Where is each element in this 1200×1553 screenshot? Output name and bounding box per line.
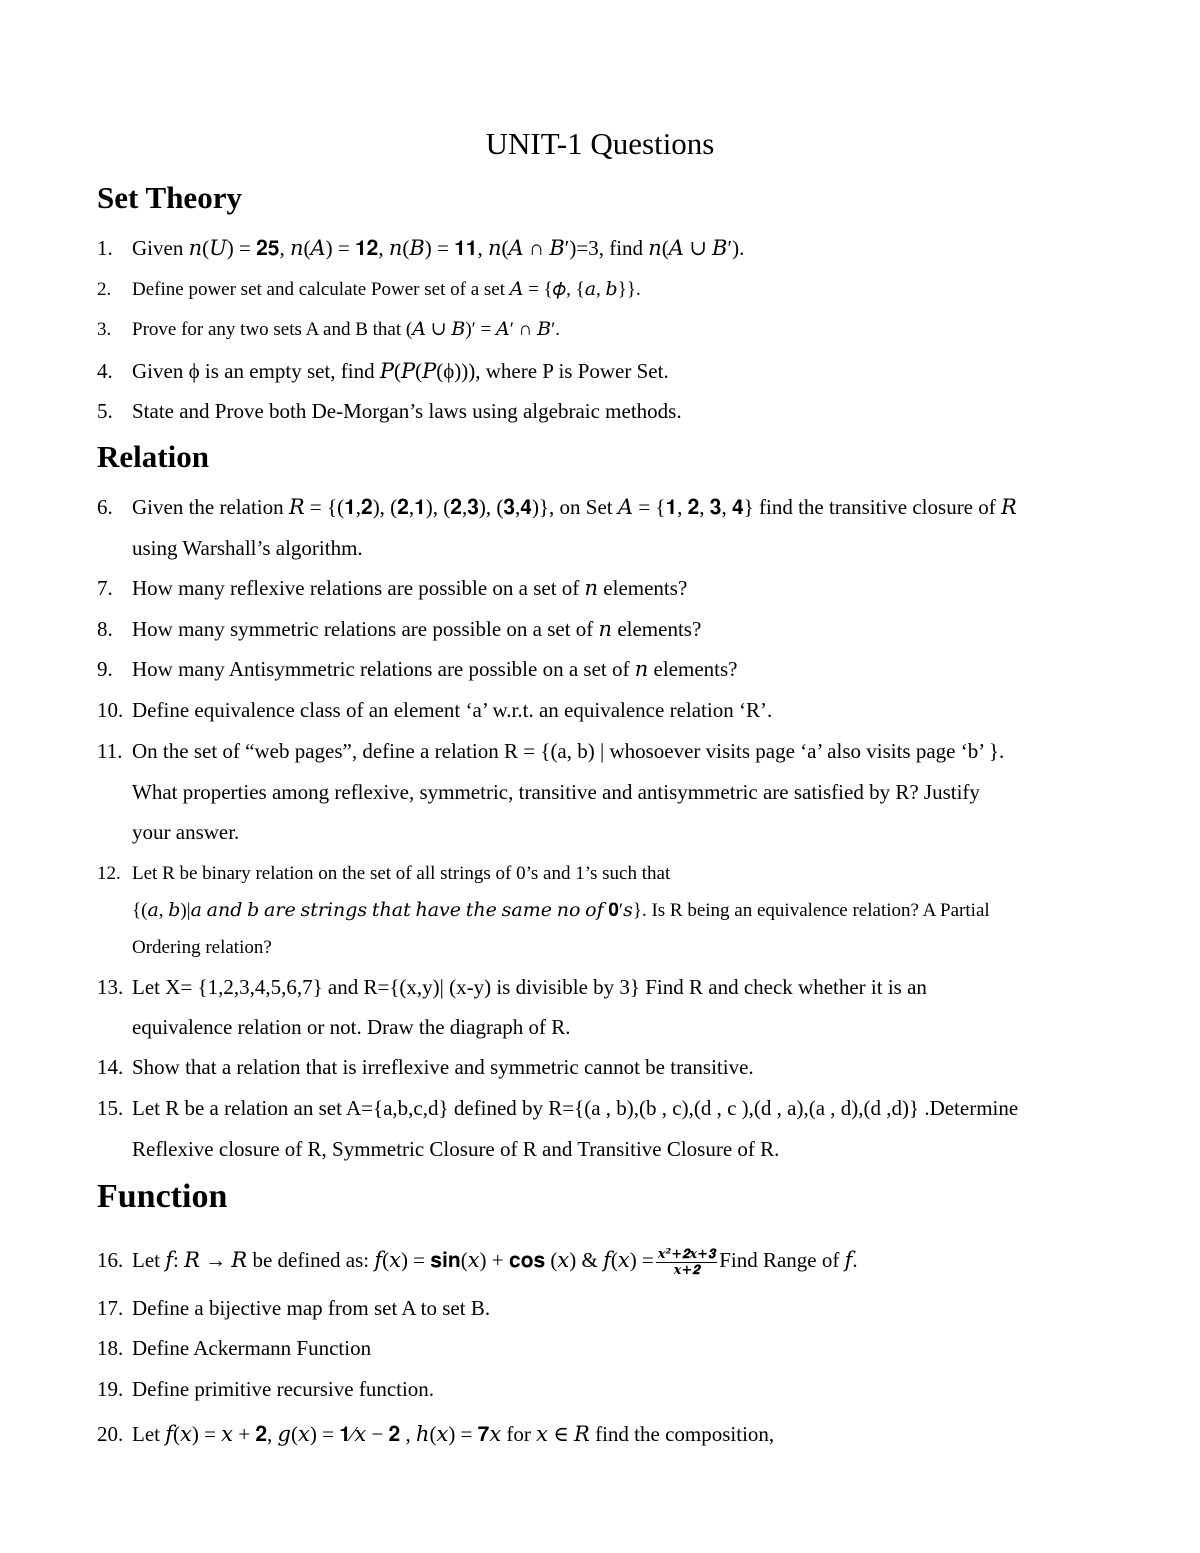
question-20 [97, 1420, 1157, 1448]
section-heading-relation: Relation [97, 439, 209, 474]
question-text-suffix: Find Range of 𝑓. [719, 1248, 858, 1272]
question-number: 16. [97, 1248, 124, 1272]
question-text: How many Antisymmetric relations are possible on a set of 𝑛 elements? [132, 657, 738, 681]
question-number: 13. [97, 975, 124, 999]
question-number: 2. [97, 279, 112, 300]
question-number: 3. [97, 319, 112, 340]
question-11-continuation: What properties among reflexive, symmetric, transitive and antisymmetric are satisfied by R? Justify [132, 780, 980, 804]
question-number: 4. [97, 359, 113, 383]
question-19 [97, 1375, 1157, 1403]
question-18 [97, 1334, 1157, 1362]
question-1 [97, 234, 1157, 262]
question-16 [97, 1246, 1157, 1278]
question-text: Given 𝑛(𝑈) = 𝟐𝟓, 𝑛(𝐴) = 𝟏𝟐, 𝑛(𝐵) = 𝟏𝟏, 𝑛(𝐴 ∩ 𝐵′)=3, find 𝑛(𝐴 ∪ 𝐵′). [132, 236, 745, 260]
question-13-continuation: equivalence relation or not. Draw the diagraph of R. [132, 1015, 571, 1039]
question-6 [97, 493, 1157, 521]
question-2 [97, 276, 1157, 304]
question-text: How many symmetric relations are possible on a set of 𝑛 elements? [132, 617, 702, 641]
section-heading-function: Function [97, 1178, 228, 1215]
question-number: 19. [97, 1377, 124, 1401]
question-text: Prove for any two sets A and B that (𝐴 ∪ 𝐵)′ = 𝐴′ ∩ 𝐵′. [132, 319, 560, 340]
question-text: On the set of “web pages”, define a relation R = {(a, b) | whosoever visits page ‘a’ also visits page ‘b’ }. [132, 739, 1005, 763]
question-number: 10. [97, 698, 124, 722]
question-number: 9. [97, 657, 113, 681]
question-12-continuation: {(𝑎, 𝑏)|𝑎 𝑎𝑛𝑑 𝑏 𝑎𝑟𝑒 𝑠𝑡𝑟𝑖𝑛𝑔𝑠 𝑡ℎ𝑎𝑡 ℎ𝑎𝑣𝑒 𝑡ℎ𝑒 𝑠𝑎𝑚𝑒 𝑛𝑜 𝑜𝑓 𝟎′𝑠}. Is R being an equivalence relation? A Partial [132, 900, 990, 921]
question-number: 18. [97, 1336, 124, 1360]
question-9 [97, 655, 1157, 683]
question-text: Define power set and calculate Power set of a set 𝐴 = {𝜙, {𝑎, 𝑏}}. [132, 279, 641, 300]
question-5 [97, 397, 1157, 425]
fraction [656, 1247, 717, 1278]
question-number: 7. [97, 576, 113, 600]
question-13 [97, 973, 1157, 1001]
question-text: How many reflexive relations are possible on a set of 𝑛 elements? [132, 576, 688, 600]
question-text: Define a bijective map from set A to set B. [132, 1296, 491, 1320]
question-15-continuation: Reflexive closure of R, Symmetric Closure of R and Transitive Closure of R. [132, 1137, 780, 1161]
question-number: 15. [97, 1096, 124, 1120]
question-8 [97, 615, 1157, 643]
question-12-continuation: Ordering relation? [132, 937, 272, 958]
question-number: 20. [97, 1422, 124, 1446]
question-text: Let 𝑓(𝑥) = 𝑥 + 𝟐, 𝑔(𝑥) = 𝟏⁄𝑥 − 𝟐 , ℎ(𝑥) = 𝟕𝑥 for 𝑥 ∈ 𝑅 find the composition, [132, 1422, 775, 1446]
question-11-continuation: your answer. [132, 820, 240, 844]
section-heading-set-theory: Set Theory [97, 180, 242, 215]
question-text: Let 𝑓: 𝑅 → 𝑅 be defined as: 𝑓(𝑥) = 𝐬𝐢𝐧(𝑥) + 𝐜𝐨𝐬 (𝑥) & 𝑓(𝑥) = [132, 1248, 654, 1272]
question-number: 12. [97, 863, 121, 884]
question-number: 8. [97, 617, 113, 641]
question-11 [97, 737, 1157, 765]
question-number: 17. [97, 1296, 124, 1320]
question-text: Define primitive recursive function. [132, 1377, 435, 1401]
question-10 [97, 696, 1157, 724]
question-number: 6. [97, 495, 113, 519]
question-15 [97, 1094, 1157, 1122]
question-text: Given ϕ is an empty set, find 𝑃(𝑃(𝑃(ϕ))), where P is Power Set. [132, 359, 669, 383]
question-number: 1. [97, 236, 113, 260]
fraction-denominator: 𝒙+𝟐 [673, 1262, 700, 1278]
question-number: 5. [97, 399, 113, 423]
question-7 [97, 574, 1157, 602]
question-14 [97, 1053, 1157, 1081]
question-4 [97, 357, 1157, 385]
question-number: 11. [97, 739, 123, 763]
page-title: UNIT-1 Questions [485, 126, 715, 161]
question-text: Define Ackermann Function [132, 1336, 372, 1360]
question-12 [97, 860, 1157, 888]
question-text: Let X= {1,2,3,4,5,6,7} and R={(x,y)| (x-y) is divisible by 3} Find R and check whether it is an [132, 975, 927, 999]
question-17 [97, 1294, 1157, 1322]
question-text: State and Prove both De-Morgan’s laws using algebraic methods. [132, 399, 682, 423]
question-text: Let R be a relation an set A={a,b,c,d} defined by R={(a , b),(b , c),(d , c ),(d , a),(a , d),(d ,d)} .Determine [132, 1096, 1019, 1120]
question-6-continuation: using Warshall’s algorithm. [132, 536, 363, 560]
fraction-numerator: 𝒙²+𝟐𝒙+𝟑 [657, 1246, 716, 1262]
question-3 [97, 316, 1157, 344]
question-text: Given the relation 𝑅 = {(𝟏,𝟐), (𝟐,𝟏), (𝟐,𝟑), (𝟑,𝟒)}, on Set 𝐴 = {𝟏, 𝟐, 𝟑, 𝟒} find the transitive closure of 𝑅 [132, 495, 1017, 519]
question-number: 14. [97, 1055, 124, 1079]
question-text: Let R be binary relation on the set of all strings of 0’s and 1’s such that [132, 863, 671, 884]
question-text: Define equivalence class of an element ‘a’ w.r.t. an equivalence relation ‘R’. [132, 698, 773, 722]
question-text: Show that a relation that is irreflexive and symmetric cannot be transitive. [132, 1055, 754, 1079]
